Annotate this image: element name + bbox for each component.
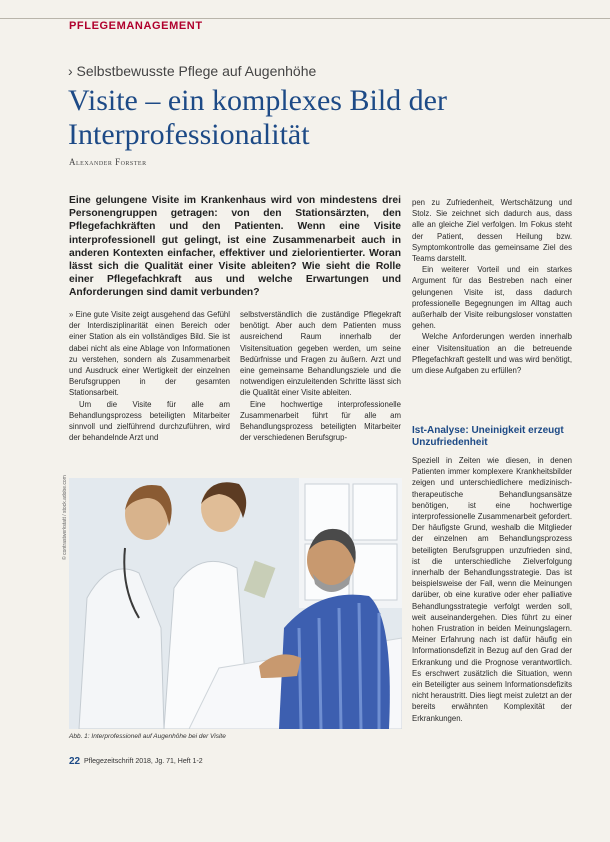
photo-credit: © contrastwerkstatt / stock.adobe.com bbox=[62, 475, 68, 560]
body-paragraph: » Eine gute Visite zeigt ausgehend das Gefühl der Interdisziplinarität einen Bereich oder einer Station als ein vollständiges Bild. Sie ist dabei nicht als eine Ablage von Informationen zu verstehen, sondern als Zusammenarbeit und Ausdruck einer Wertigkeit der einzelnen Berufsgruppen in der gesamten Stationsarbeit. bbox=[69, 310, 230, 398]
photo-illustration bbox=[69, 478, 402, 729]
body-paragraph: Speziell in Zeiten wie diesen, in denen Patienten immer komplexere Krankheitsbilder zeigen und unterschiedlichere medizinisch-therapeutische Behandlungsansätze benötigen, ist eine hochwertige interprofessionelle Zusammenarbeit gefordert. Der häufigste Grund, weshalb die Mitglieder der einzelnen am Behandlungsprozess beteiligten Berufsgruppen unzufrieden sind, ist die unterschiedliche Zielverfolgung innerhalb der Behandlungsstrategie. Das ist beispielsweise der Fall, wenn die Meinungen darüber, ob eine kurative oder eher palliative Behandlungsstrategie verfolgt werden soll, weit auseinandergehen. Dies führt zu einer hohen Frustration in beiden Meinungslagern. Meiner Erfahrung nach ist dafür häufig ein Informationsdefizit in Bezug auf den Grad der Erkrankung und die Prognose verantwortlich. Es erschwert zusätzlich die Situation, wenn ein Beteiligter aus seinem Informationsdefizits nicht heraustritt. Dies liegt meist zuletzt an der bereits erwähnten Komplexität der Erkrankungen. bbox=[412, 456, 572, 723]
figure-caption: Abb. 1: Interprofessionell auf Augenhöhe bei der Visite bbox=[69, 733, 226, 740]
page-number: 22 bbox=[69, 756, 81, 767]
body-paragraph: Welche Anforderungen werden innerhalb einer Visitensituation an die betreuende Pflegefachkraft gestellt und was wird benötigt, um diese Aufgaben zu erfüllen? bbox=[412, 332, 572, 376]
column-3-top bbox=[412, 197, 572, 376]
subheading: Ist-Analyse: Uneinigkeit erzeugt Unzufriedenheit bbox=[412, 425, 564, 448]
column-1 bbox=[69, 309, 230, 443]
author: Alexander Forster bbox=[69, 157, 147, 167]
body-paragraph: Eine hochwertige interprofessionelle Zusammenarbeit führt für alle am Behandlungsprozess beteiligten Mitarbeiter der verschiedenen Berufsgrup- bbox=[240, 399, 401, 443]
article-photo bbox=[69, 478, 402, 729]
body-paragraph: Um die Visite für alle am Behandlungsprozess beteiligten Mitarbeiter sinnvoll und zielführend durchzuführen, wird der behandelnde Arzt und bbox=[69, 399, 230, 443]
column-2 bbox=[240, 309, 401, 443]
article-title: Visite – ein komplexes Bild der Interprofessionalität bbox=[68, 84, 447, 151]
body-paragraph: Ein weiterer Vorteil und ein starkes Argument für das Bestreben nach einer gelungenen Visite ist, dass dadurch professionelle Begegnungen im Alltag auch außerhalb der Visite reibungsloser vonstatten gehen. bbox=[412, 265, 572, 331]
column-3-bottom bbox=[412, 455, 572, 724]
journal-reference: Pflegezeitschrift 2018, Jg. 71, Heft 1-2 bbox=[84, 758, 203, 765]
section-label: PFLEGEMANAGEMENT bbox=[69, 20, 203, 32]
body-paragraph: pen zu Zufriedenheit, Wertschätzung und Stolz. Sie zeichnet sich dadurch aus, dass alle an gleiche Ziel verfolgen. Im Fokus steht der Patient, dessen Heilung bzw. Symptomkontrolle das gemeinsame Ziel des Teams darstellt. bbox=[412, 198, 572, 264]
body-paragraph: selbstverständlich die zuständige Pflegekraft benötigt. Aber auch dem Patienten muss ausreichend Raum innerhalb der Visitensituation gegeben werden, um seine Bedürfnisse und Fragen zu äußern. Arzt und eine gemeinsame Behandlungsziele und die notwendigen einzuleitenden Schritte lässt sich die Qualität einer Visite ableiten. bbox=[240, 310, 401, 398]
kicker: › Selbstbewusste Pflege auf Augenhöhe bbox=[68, 63, 317, 79]
lead-paragraph: Eine gelungene Visite im Krankenhaus wird von mindestens drei Personengruppen getragen: von den Stationsärzten, den Pflegefachkräften und den Patienten. Wenn eine Visite interprofessionell gut gelingt, ist eine Zusammenarbeit auch in anderen Kontexten einfacher, effektiver und zielorientierter. Woran lässt sich die Qualität einer Visite ableiten? Wie sieht die Rolle einer Pflegefachkraft aus und welche Erwartungen und Anforderungen sind damit verbunden? bbox=[69, 195, 401, 299]
